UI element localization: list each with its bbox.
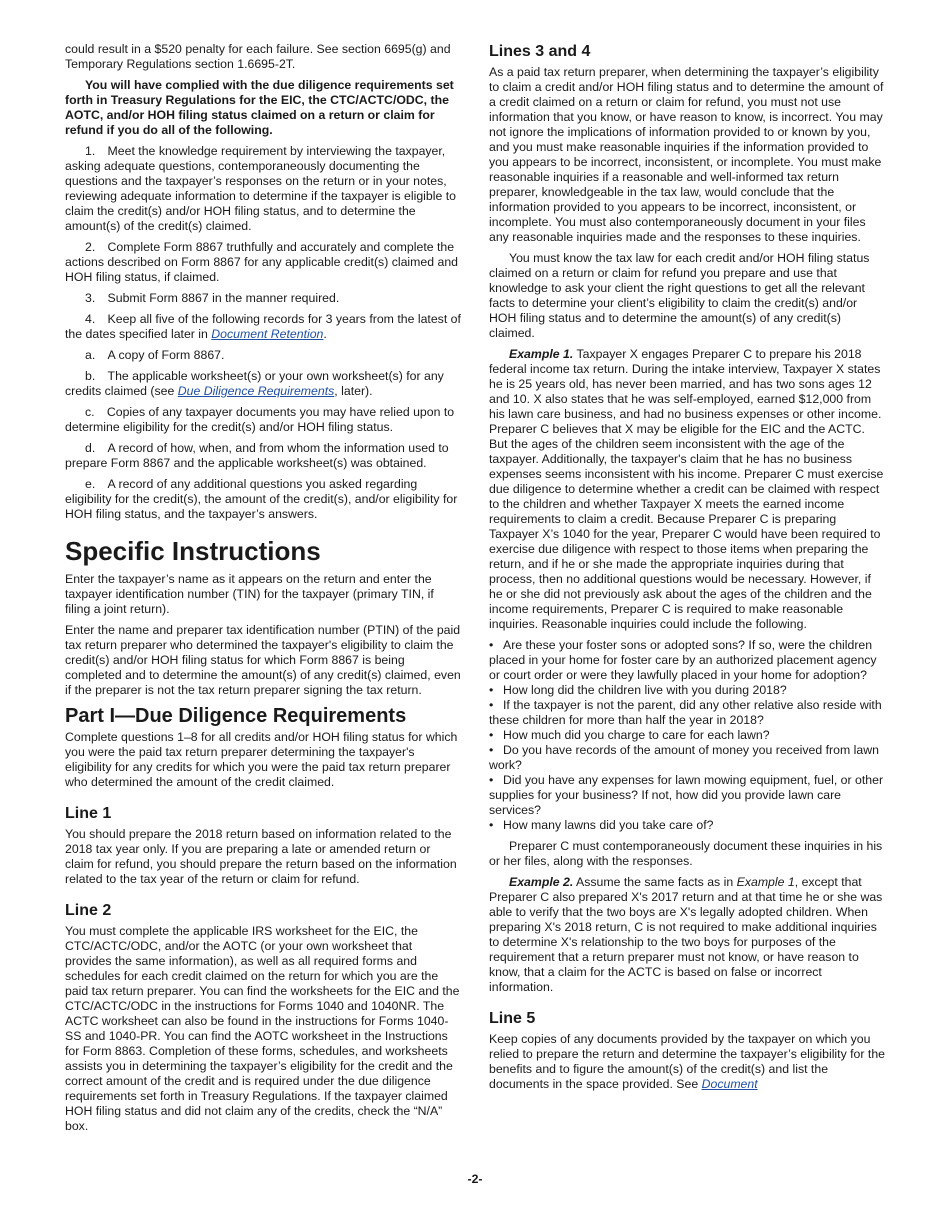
list-item-e: e. A record of any additional questions you asked regarding eligibility for the credit(s), the amount of the credit(s), and/or eligibility for HOH filing status, and the taxpayer’s answers. [65,477,458,521]
list-item-d: d. A record of how, when, and from whom the information used to prepare Form 8867 and the applicable worksheet(s) was obtained. [65,441,449,470]
lines-3-4-heading: Lines 3 and 4 [489,43,591,60]
list-item-1: 1. Meet the knowledge requirement by interviewing the taxpayer, asking adequate questions, contemporaneously documenting the questions and the taxpayer’s responses on the return or in your notes, reviewing adequate information to determine if the taxpayer is eligible to claim the credit(s) and/or HOH filing status, and to determine the amount(s) of the credit(s) claimed. [65,144,456,233]
left-column [65,42,462,1140]
list-item-b: b. The applicable worksheet(s) or your own worksheet(s) for any credits claimed (see Due Diligence Requirements, later). [65,369,444,398]
line-5-paragraph: Keep copies of any documents provided by the taxpayer on which you relied to prepare the return and determine the taxpayer’s eligibility for the benefits and to figure the amount(s) of the credit(s) and list the documents in the space provided. See Document [489,1032,886,1091]
inquiry-bullet-list [489,638,885,833]
bullet-icon: • [489,773,494,787]
line-1-paragraph: You should prepare the 2018 return based on information related to the 2018 tax year only. If you are preparing a late or amended return or claim for refund, you should prepare the return based on the information related to the tax year of the return or claim for refund. [65,827,457,886]
bullet-icon: • [489,818,494,832]
list-item: • Did you have any expenses for lawn mowing equipment, fuel, or other supplies for your business? If not, how did you provide lawn care services? [489,773,884,817]
due-diligence-requirements-link[interactable]: Due Diligence Requirements [177,384,335,398]
example-2-paragraph: Example 2. Assume the same facts as in Example 1, except that Preparer C also prepared X's 2017 return and at that time he or she was able to verify that the two boys are X's legally adopted children. When preparing X's 2018 return, C is not required to make additional inquiries to determine X's relationship to the two boys for purposes of the requirement that a return preparer must not know, or have reason to know, that a claim for the ACTC is based on false or incorrect information. [489,875,883,994]
bullet-icon: • [489,683,494,697]
page-number: -2- [467,1172,483,1186]
intro-paragraph: could result in a $520 penalty for each failure. See section 6695(g) and Temporary Regulations section 1.6695-2T. [65,42,451,71]
list-item: • How long did the children live with you during 2018? [489,683,787,697]
documentation-paragraph: Preparer C must contemporaneously document these inquiries in his or her files, along with the responses. [489,839,883,868]
bullet-icon: • [489,728,494,742]
line-2-heading: Line 2 [65,902,112,919]
lines-3-4-paragraph-1: As a paid tax return preparer, when determining the taxpayer’s eligibility to claim a credit and/or HOH filing status and to determine the amount of a credit claimed on a return or claim for refund, you must not use information that you know, or have reason to know, is incorrect. You may not ignore the implications of information provided to or known by you, and you must make reasonable inquiries if the information provided to you appears to be incorrect, inconsistent, or incomplete. You must make reasonable inquiries if a reasonable and well-informed tax return preparer, knowledgeable in the tax law, would conclude that the information provided to you appears to be incorrect, inconsistent, or incomplete. You must also contemporaneously document in your files any reasonable inquiries made and the responses to these inquiries. [489,65,884,244]
list-item: • Do you have records of the amount of money you received from lawn work? [489,743,879,772]
line-5-heading: Line 5 [489,1010,536,1027]
compliance-paragraph: You will have complied with the due diligence requirements set forth in Treasury Regulations for the EIC, the CTC/ACTC/ODC, the AOTC, and/or HOH filing status claimed on a return or claim for refund if you do all of the following. [65,78,454,137]
specific-instructions-paragraph-1: Enter the taxpayer’s name as it appears on the return and enter the taxpayer identification number (TIN) for the taxpayer (primary TIN, if filing a joint return). [65,572,434,616]
list-item-c: c. Copies of any taxpayer documents you may have relied upon to determine eligibility for the credit(s) and/or HOH filing status. [65,405,455,434]
right-column [489,42,885,1098]
example-2-label: Example 2. [509,875,574,889]
list-item: • How much did you charge to care for each lawn? [489,728,770,742]
list-item: • Are these your foster sons or adopted sons? If so, were the children placed in your home for foster care by an authorized placement agency or court order or were they lawfully placed in your home for adoption? [489,638,877,682]
specific-instructions-heading: Specific Instructions [65,536,321,566]
list-item-a: a. A copy of Form 8867. [85,348,225,362]
lines-3-4-paragraph-2: You must know the tax law for each credit and/or HOH filing status claimed on a return or claim for refund you prepare and use that knowledge to ask your client the right questions to get all the relevant facts to determine your client’s eligibility to claim the credit(s) and/or HOH filing status and to determine the amount(s) of any credit(s) claimed. [489,251,870,340]
line-2-paragraph: You must complete the applicable IRS worksheet for the EIC, the CTC/ACTC/ODC, and/or the AOTC (or your own worksheet that provides the same information), as well as all required forms and schedules for each credit claimed on the return for which you are the paid tax return preparer. You can find the worksheets for the EIC and the CTC/ACTC/ODC in the instructions for Forms 1040 and 1040NR. The ACTC worksheet can also be found in the instructions for Forms 1040-SS and 1040-PR. You can find the AOTC worksheet in the Instructions for Form 8863. Completion of these forms, schedules, and worksheets assists you in determining the taxpayer’s eligibility for the credit and the correct amount of the credit and is required under the due diligence requirements set forth in Treasury Regulations. If the taxpayer claimed HOH filing status and did not claim any of the credits, check the “N/A” box. [65,924,460,1133]
list-item-4: 4. Keep all five of the following records for 3 years from the latest of the dates specified later in Document Retention. [65,312,461,341]
list-item: • How many lawns did you take care of? [489,818,714,832]
bullet-icon: • [489,743,494,757]
list-item-2: 2. Complete Form 8867 truthfully and accurately and complete the actions described on Form 8867 for any applicable credit(s) claimed and HOH filing status, if claimed. [65,240,459,284]
line-1-heading: Line 1 [65,805,112,822]
document-link[interactable]: Document [701,1077,758,1091]
list-item: • If the taxpayer is not the parent, did any other relative also reside with these children for more than half the year in 2018? [489,698,882,727]
example-1-label: Example 1. [509,347,574,361]
document-retention-link[interactable]: Document Retention [211,327,324,341]
part-1-heading: Part I—Due Diligence Requirements [65,705,407,727]
bullet-icon: • [489,638,494,652]
example-1-paragraph: Example 1. Taxpayer X engages Preparer C to prepare his 2018 federal income tax return. During the intake interview, Taxpayer X states he is 25 years old, has never been married, and has two sons ages 12 and 10. X also states that he was self-employed, earned $12,000 from his lawn care business, and had no business expenses or other income. Preparer C believes that X may be eligible for the EIC and the ACTC. But the ages of the children seem inconsistent with the age of the taxpayer. Additionally, the taxpayer's claim that he has no business expenses seems inconsistent with his income. Preparer C must exercise due diligence to determine whether a credit can be claimed with respect to the children and whether Taxpayer X meets the earned income requirements to claim a credit. Because Preparer C is preparing Taxpayer X’s 1040 for the year, Preparer C would have been required to exercise due diligence with respect to those items when preparing the return, and if he or she made the appropriate inquiries during that process, then no additional questions would be necessary. However, if he or she did not previously ask about the ages of the children and the income requirements, Preparer C is required to make reasonable inquiries. Reasonable inquiries could include the following. [489,347,884,631]
list-item-3: 3. Submit Form 8867 in the manner required. [85,291,340,305]
bullet-icon: • [489,698,494,712]
specific-instructions-paragraph-2: Enter the name and preparer tax identification number (PTIN) of the paid tax return preparer who determined the taxpayer's eligibility to claim the credit(s) and/or HOH filing status for which Form 8867 is being completed and to determine the amount(s) of any credit(s) claimed, even if the preparer is not the tax return preparer signing the tax return. [65,623,461,697]
part-1-paragraph: Complete questions 1–8 for all credits and/or HOH filing status for which you were the paid tax return preparer determining the taxpayer's eligibility for any credits for which you were the paid tax return preparer who determined the amount of the credit claimed. [65,730,458,789]
